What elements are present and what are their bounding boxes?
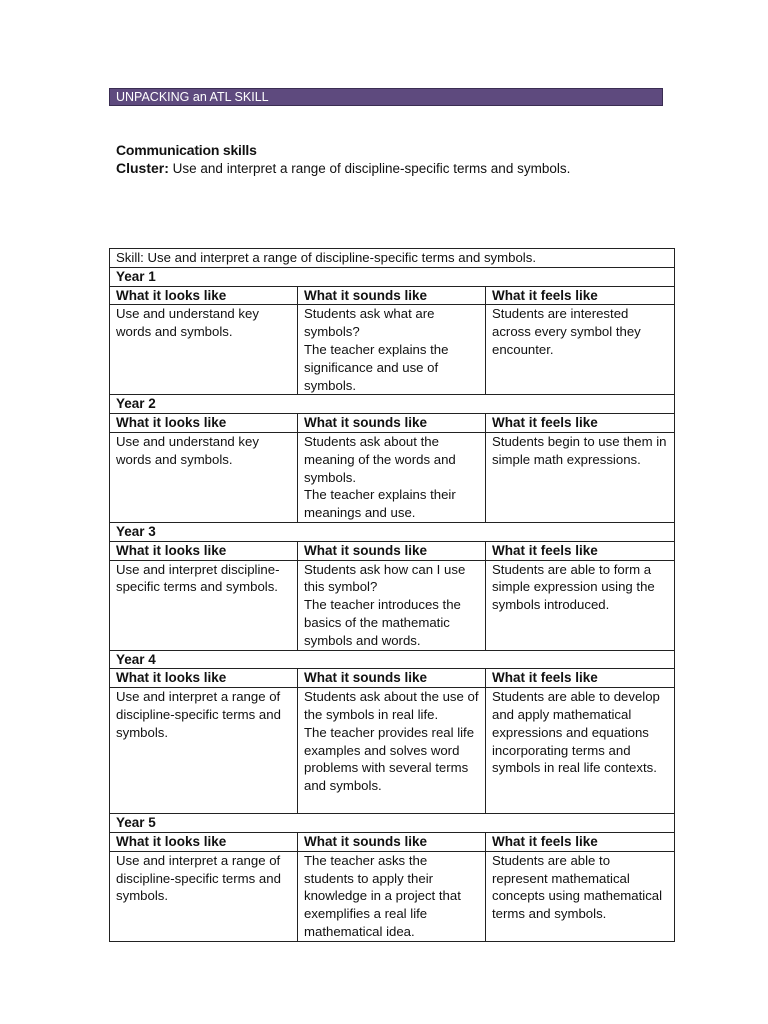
year-row [110, 814, 675, 833]
header-row [110, 832, 675, 851]
year-label: Year 1 [110, 267, 675, 286]
year-label: Year 5 [110, 814, 675, 833]
feels-cell [486, 688, 675, 814]
sounds-text: The teacher explains the significance and use of symbols. [304, 341, 449, 393]
skills-table [109, 248, 675, 942]
looks-cell [110, 851, 298, 941]
sounds-text: Students ask about the meaning of the words and symbols. [304, 433, 456, 485]
sounds-text: Students ask about the use of the symbols in real life. [304, 689, 479, 722]
looks-cell [110, 688, 298, 814]
content-row [110, 432, 675, 522]
sounds-text: The teacher introduces the basics of the mathematic symbols and words. [304, 597, 461, 648]
feels-text: Students are able to develop and apply mathematical expressions and equations incorporating terms and symbols in real life contexts. [492, 689, 660, 776]
header-row [110, 541, 675, 560]
header-feels: What it feels like [486, 669, 675, 688]
sounds-text: Students ask how can I use this symbol? [304, 561, 466, 595]
looks-cell [110, 305, 298, 395]
sounds-cell [298, 432, 486, 522]
skill-row [110, 249, 675, 268]
content-row [110, 688, 675, 814]
header-looks: What it looks like [110, 286, 298, 305]
sounds-cell [298, 560, 486, 650]
content-row [110, 305, 675, 395]
feels-text: Students are able to form a simple expression using the symbols introduced. [492, 561, 655, 613]
header-feels: What it feels like [486, 832, 675, 851]
year-row [110, 522, 675, 541]
sounds-text: The teacher provides real life examples and solves word problems with several terms and symbols. [304, 724, 475, 794]
feels-cell [486, 560, 675, 650]
header-sounds: What it sounds like [298, 669, 486, 688]
feels-text: Students begin to use them in simple math expressions. [492, 433, 667, 467]
feels-cell [486, 305, 675, 395]
skill-category-title: Communication skills [116, 142, 257, 158]
header-sounds: What it sounds like [298, 286, 486, 305]
header-row [110, 414, 675, 433]
sounds-text: Students ask what are symbols? [304, 306, 435, 340]
year-label: Year 3 [110, 522, 675, 541]
header-looks: What it looks like [110, 414, 298, 433]
sounds-text: The teacher asks the students to apply their knowledge in a project that exemplifies a real life mathematical idea. [304, 852, 461, 939]
header-feels: What it feels like [486, 414, 675, 433]
cluster-text: Use and interpret a range of discipline-specific terms and symbols. [168, 161, 571, 176]
header-feels: What it feels like [486, 286, 675, 305]
cluster-line [116, 159, 716, 178]
feels-text: Students are able to represent mathematical concepts using mathematical terms and symbols. [492, 852, 663, 922]
year-label: Year 4 [110, 650, 675, 669]
header-row [110, 669, 675, 688]
header-looks: What it looks like [110, 669, 298, 688]
header-sounds: What it sounds like [298, 832, 486, 851]
looks-cell [110, 432, 298, 522]
content-row [110, 851, 675, 941]
content-row [110, 560, 675, 650]
looks-text: Use and understand key words and symbols. [116, 306, 259, 340]
header-sounds: What it sounds like [298, 414, 486, 433]
skill-cell: Skill: Use and interpret a range of discipline-specific terms and symbols. [110, 249, 675, 268]
section-banner: UNPACKING an ATL SKILL [109, 88, 663, 106]
year-row [110, 267, 675, 286]
feels-cell [486, 432, 675, 522]
looks-text: Use and interpret a range of discipline-specific terms and symbols. [116, 852, 281, 904]
year-row [110, 650, 675, 669]
header-row [110, 286, 675, 305]
sounds-cell [298, 688, 486, 814]
sounds-cell [298, 851, 486, 941]
header-sounds: What it sounds like [298, 541, 486, 560]
looks-text: Use and interpret a range of discipline-specific terms and symbols. [116, 689, 281, 740]
year-row [110, 395, 675, 414]
heading-block [116, 141, 716, 178]
feels-cell [486, 851, 675, 941]
header-looks: What it looks like [110, 832, 298, 851]
cluster-label: Cluster: [116, 160, 169, 176]
looks-text: Use and understand key words and symbols. [116, 433, 259, 467]
feels-text: Students are interested across every symbol they encounter. [492, 306, 641, 357]
sounds-cell [298, 305, 486, 395]
header-looks: What it looks like [110, 541, 298, 560]
looks-text: Use and interpret discipline-specific terms and symbols. [116, 561, 280, 595]
sounds-text: The teacher explains their meanings and use. [304, 487, 456, 521]
year-label: Year 2 [110, 395, 675, 414]
looks-cell [110, 560, 298, 650]
header-feels: What it feels like [486, 541, 675, 560]
